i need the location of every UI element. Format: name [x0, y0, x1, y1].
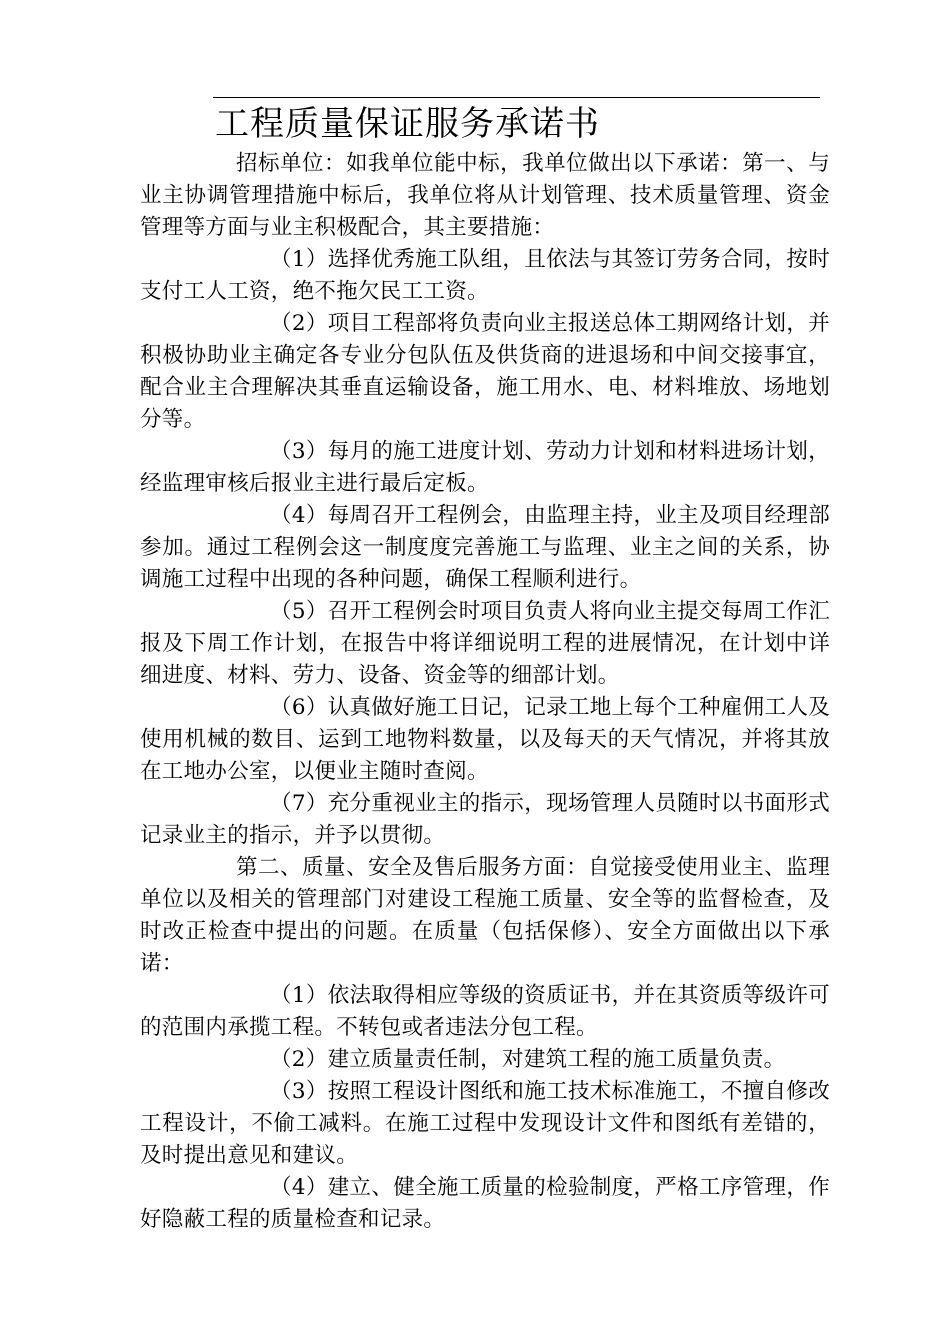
paragraph-item-1-3: （3）每月的施工进度计划、劳动力计划和材料进场计划，经监理审核后报业主进行最后定板。 — [140, 439, 830, 496]
paragraph-item-1-5: （5）召开工程例会时项目负责人将向业主提交每周工作汇报及下周工作计划，在报告中将详细说明工程的进展情况，在计划中详细进度、材料、劳力、设备、资金等的细部计划。 — [140, 599, 830, 688]
paragraph-item-2-4: （4）建立、健全施工质量的检验制度，严格工序管理，作好隐蔽工程的质量检查和记录。 — [140, 1175, 830, 1232]
paragraph-item-1-7: （7）充分重视业主的指示，现场管理人员随时以书面形式记录业主的指示，并予以贯彻。 — [140, 791, 830, 848]
paragraph-item-2-1: （1）依法取得相应等级的资质证书，并在其资质等级许可的范围内承揽工程。不转包或者违法分包工程。 — [140, 983, 830, 1040]
paragraph-item-2-3: （3）按照工程设计图纸和施工技术标准施工，不擅自修改工程设计，不偷工减料。在施工过程中发现设计文件和图纸有差错的，及时提出意见和建议。 — [140, 1079, 830, 1168]
paragraph-section-2: 第二、质量、安全及售后服务方面：自觉接受使用业主、监理单位以及相关的管理部门对建设工程施工质量、安全等的监督检查，及时改正检查中提出的问题。在质量（包括保修）、安全方面做出以下承诺： — [140, 855, 830, 976]
paragraph-item-2-2: （2）建立质量责任制，对建筑工程的施工质量负责。 — [270, 1047, 786, 1072]
paragraph-intro: 招标单位：如我单位能中标，我单位做出以下承诺：第一、与业主协调管理措施中标后，我单位将从计划管理、技术质量管理、资金管理等方面与业主积极配合，其主要措施： — [140, 151, 830, 240]
paragraph-item-1-4: （4）每周召开工程例会，由监理主持，业主及项目经理部参加。通过工程例会这一制度度完善施工与监理、业主之间的关系，协调施工过程中出现的各种问题，确保工程顺利进行。 — [140, 503, 830, 592]
paragraph-item-1-2: （2）项目工程部将负责向业主报送总体工期网络计划，并积极协助业主确定各专业分包队伍及供货商的进退场和中间交接事宜，配合业主合理解决其垂直运输设备，施工用水、电、材料堆放、场地划分等。 — [140, 311, 830, 432]
paragraph-item-1-1: （1）选择优秀施工队组，且依法与其签订劳务合同，按时支付工人工资，绝不拖欠民工工资。 — [140, 247, 830, 304]
paragraph-item-1-6: （6）认真做好施工日记，记录工地上每个工种雇佣工人及使用机械的数目、运到工地物料数量，以及每天的天气情况，并将其放在工地办公室，以便业主随时查阅。 — [140, 695, 830, 784]
document-title: 工程质量保证服务承诺书 — [215, 104, 600, 144]
header-rule — [213, 97, 820, 98]
document-body — [140, 148, 830, 1236]
